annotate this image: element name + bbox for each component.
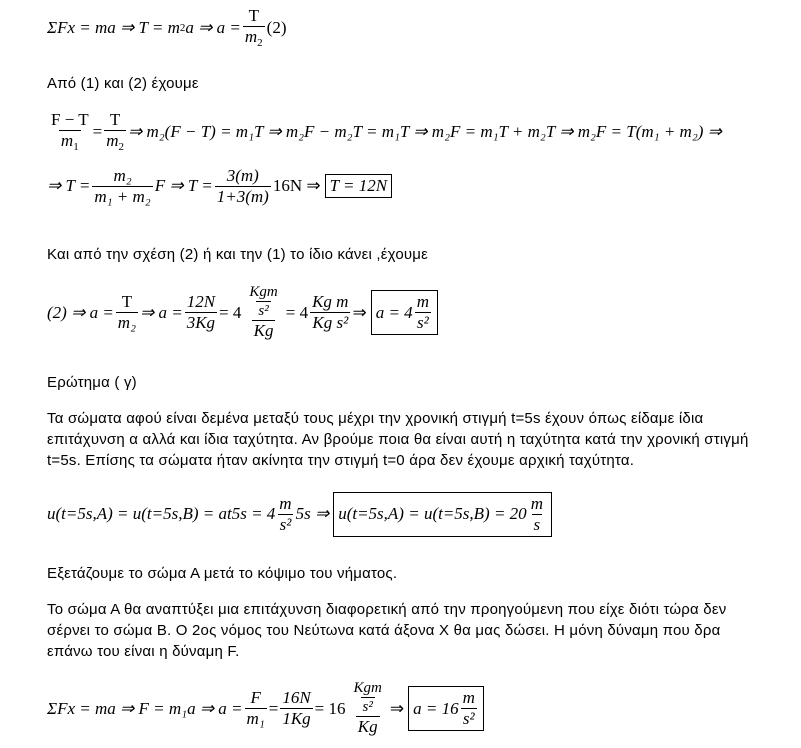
eq1-mid: a ⇒ a = — [185, 17, 241, 37]
eq1-tag: (2) — [266, 17, 287, 37]
equation-acceleration-a: ΣFx = ma ⇒ F = m₁a ⇒ a = $\frac{F}{\text{m₁}}$ = $\frac{16N}{1Kg}$ = 16 $\frac{\frac{\text{Kgm}}{\text{s²}}}{Kg}$ ⇒ a = 16 $\frac{m}{\text{s²}}$ — [47, 680, 484, 738]
text-second-law: Το σώμα Α θα αναπτύξει μια επιτάχυνση διαφορετική από την προηγούμενη που είχε διότι τώρα δεν σέρνει το σώμα Β. Ο 2ος νόμος του Νεύτωνα κατά άξονα Χ θα μας δώσει. Η μόνη δύναμη που δρα επάνω του είναι η δύναμη F. — [47, 601, 727, 660]
velocity-result-box: u(t=5s,A) = u(t=5s,B) = 20 $\frac{m}{s}$ — [333, 492, 552, 537]
text-from-1-2: Από (1) και (2) έχουμε — [47, 75, 199, 92]
tension-result-box: T = 12N — [325, 174, 392, 198]
equation-tension: ⇒ T = $\frac{\text{m₂}}{\text{m₁ + m₂}}$ F ⇒ T = $\frac{3(m)}{1+3(m)}$ 16N ⇒ T = 12N — [47, 166, 392, 207]
acceleration-result-box: a = 4 $\frac{m}{\text{s²}}$ — [371, 290, 438, 335]
question-c-heading: Ερώτημα ( γ) — [47, 374, 137, 391]
equation-acceleration: (2) ⇒ a = $\frac{T}{\text{m₂}}$ ⇒ a = $\frac{12N}{3Kg}$ = 4 $\frac{\frac{\text{Kgm}}{\text{s²}}}{Kg}$ = 4 $\frac{\text{Kg m}}{\text{Kg s²}}$ ⇒ a = 4 $\frac{m}{\text{s²}}$ — [47, 284, 438, 342]
equation-newton-b: ΣFx = ma ⇒ T = m 2 a ⇒ a = $\frac{T}{m_2}$ (2) — [47, 6, 287, 49]
eq1-fraction: $\frac{T}{m_2}$ — [244, 6, 263, 49]
text-from-relation: Και από την σχέση (2) ή και την (1) το ίδιο κάνει ,έχουμε — [47, 246, 429, 263]
acceleration-a-result-box: a = 16 $\frac{m}{\text{s²}}$ — [408, 686, 484, 731]
equation-combine: $\frac{F - T}{m_1}$ = $\frac{T}{m_2}$ ⇒ m₂(F − T) = m₁T ⇒ m₂F − m₂T = m₁T ⇒ m₂F = m₁T + m₂T ⇒ m₂F = T(m₁ + m₂) ⇒ — [51, 110, 722, 153]
eq1-lhs: ΣFx = ma ⇒ T = m — [47, 17, 180, 37]
equation-velocity: u(t=5s,A) = u(t=5s,B) = at5s = 4 $\frac{m}{\text{s²}}$ 5s ⇒ u(t=5s,A) = u(t=5s,B) = 20 $\frac{m}{s}$ — [47, 492, 552, 537]
text-same-velocity: Τα σώματα αφού είναι δεμένα μεταξύ τους μέχρι την χρονική στιγμή t=5s έχουν όπως είδαμε ίδια επιτάχυνση α αλλά και ίδια ταχύτητα. Αν βρούμε ποια θα είναι αυτή η ταχύτητα κατά την χρονική στιγμή t=5s. Επίσης τα σώματα ήταν ακίνητα την στιγμή t=0 άρα δεν έχουμε αρχική ταχύτητα. — [47, 410, 749, 469]
eq2-rest: ⇒ m₂(F − T) = m₁T ⇒ m₂F − m₂T = m₁T ⇒ m₂F = m₁T + m₂T ⇒ m₂F = T(m₁ + m₂) ⇒ — [128, 121, 722, 141]
text-examine-a: Εξετάζουμε το σώμα Α μετά το κόψιμο του νήματος. — [47, 565, 398, 582]
